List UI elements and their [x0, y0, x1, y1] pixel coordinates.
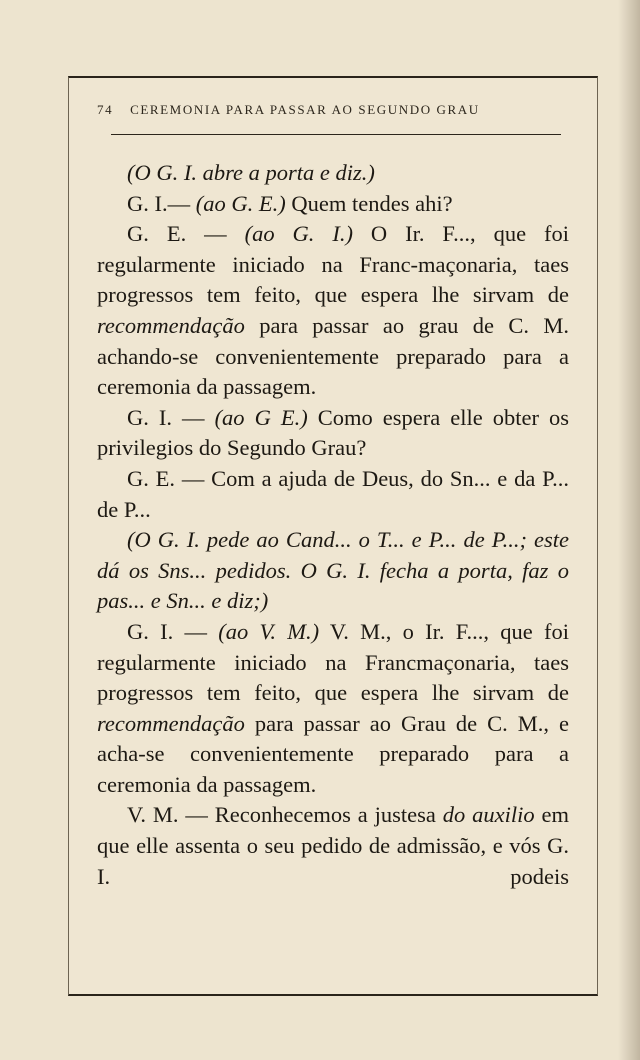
dialogue-line-6 [97, 800, 569, 892]
dialogue-line-3 [97, 403, 569, 464]
header-rule [111, 134, 561, 135]
text-segment: para passar ao grau de C. M. achando-se convenientemente preparado para a ceremonia da passagem. [97, 312, 569, 400]
text-segment: para passar ao Grau de C. M., e acha-se convenientemente preparado para a ceremonia da passagem. [97, 710, 569, 797]
text-segment: (ao V. M.) [218, 618, 320, 644]
dialogue-line-5 [97, 617, 569, 801]
text-segment: (O G. I. pede ao Cand... o T... e P... de P...; este dá os Sns... pedidos. O G. I. fecha a porta, faz o pas... e Sn... e diz;) [97, 527, 569, 614]
dialogue-line-4 [97, 464, 569, 525]
text-segment: V. M. — Reconhecemos a justesa [127, 802, 443, 828]
text-segment: G. I. — [127, 618, 219, 644]
page-edge-shadow [618, 0, 640, 1060]
stage-direction-1 [97, 158, 569, 189]
text-segment: (ao G E.) [214, 404, 308, 430]
text-segment: G. I. — [127, 404, 215, 430]
text-segment: G. I.— [127, 190, 196, 216]
text-segment: O Ir. F..., que foi regularmente iniciado na Franc-maçonaria, taes progressos tem feito, que espera lhe sirvam de [97, 221, 570, 308]
running-header [97, 102, 567, 118]
running-title: CEREMONIA PARA PASSAR AO SEGUNDO GRAU [130, 102, 480, 117]
text-segment: (ao G. E.) [195, 190, 286, 216]
page-number: 74 [97, 102, 114, 117]
stage-direction-2 [97, 525, 569, 617]
text-segment: Quem tendes ahi? [285, 190, 453, 216]
dialogue-line-1 [97, 189, 569, 220]
text-segment: G. E. — [127, 221, 245, 247]
body-text [97, 158, 569, 892]
text-segment: (O G. I. abre a porta e diz.) [127, 160, 375, 185]
text-segment: recommendação [97, 710, 245, 736]
text-segment: recommendação [97, 312, 245, 338]
text-segment: V. M., o Ir. F..., que foi regularmente iniciado na Francmaçonaria, taes progressos tem feito, que espera lhe sirvam de [97, 618, 569, 706]
text-segment: do auxilio [442, 802, 535, 828]
text-segment: em que elle assenta o seu pedido de admissão, e vós G. I. podeis [97, 802, 569, 889]
dialogue-line-2 [97, 219, 569, 403]
text-segment: Como espera elle obter os privilegios do Segundo Grau? [97, 404, 569, 461]
text-segment: (ao G. I.) [244, 221, 353, 247]
book-page [68, 76, 598, 996]
text-segment: G. E. — Com a ajuda de Deus, do Sn... e da P... de P... [97, 465, 569, 522]
